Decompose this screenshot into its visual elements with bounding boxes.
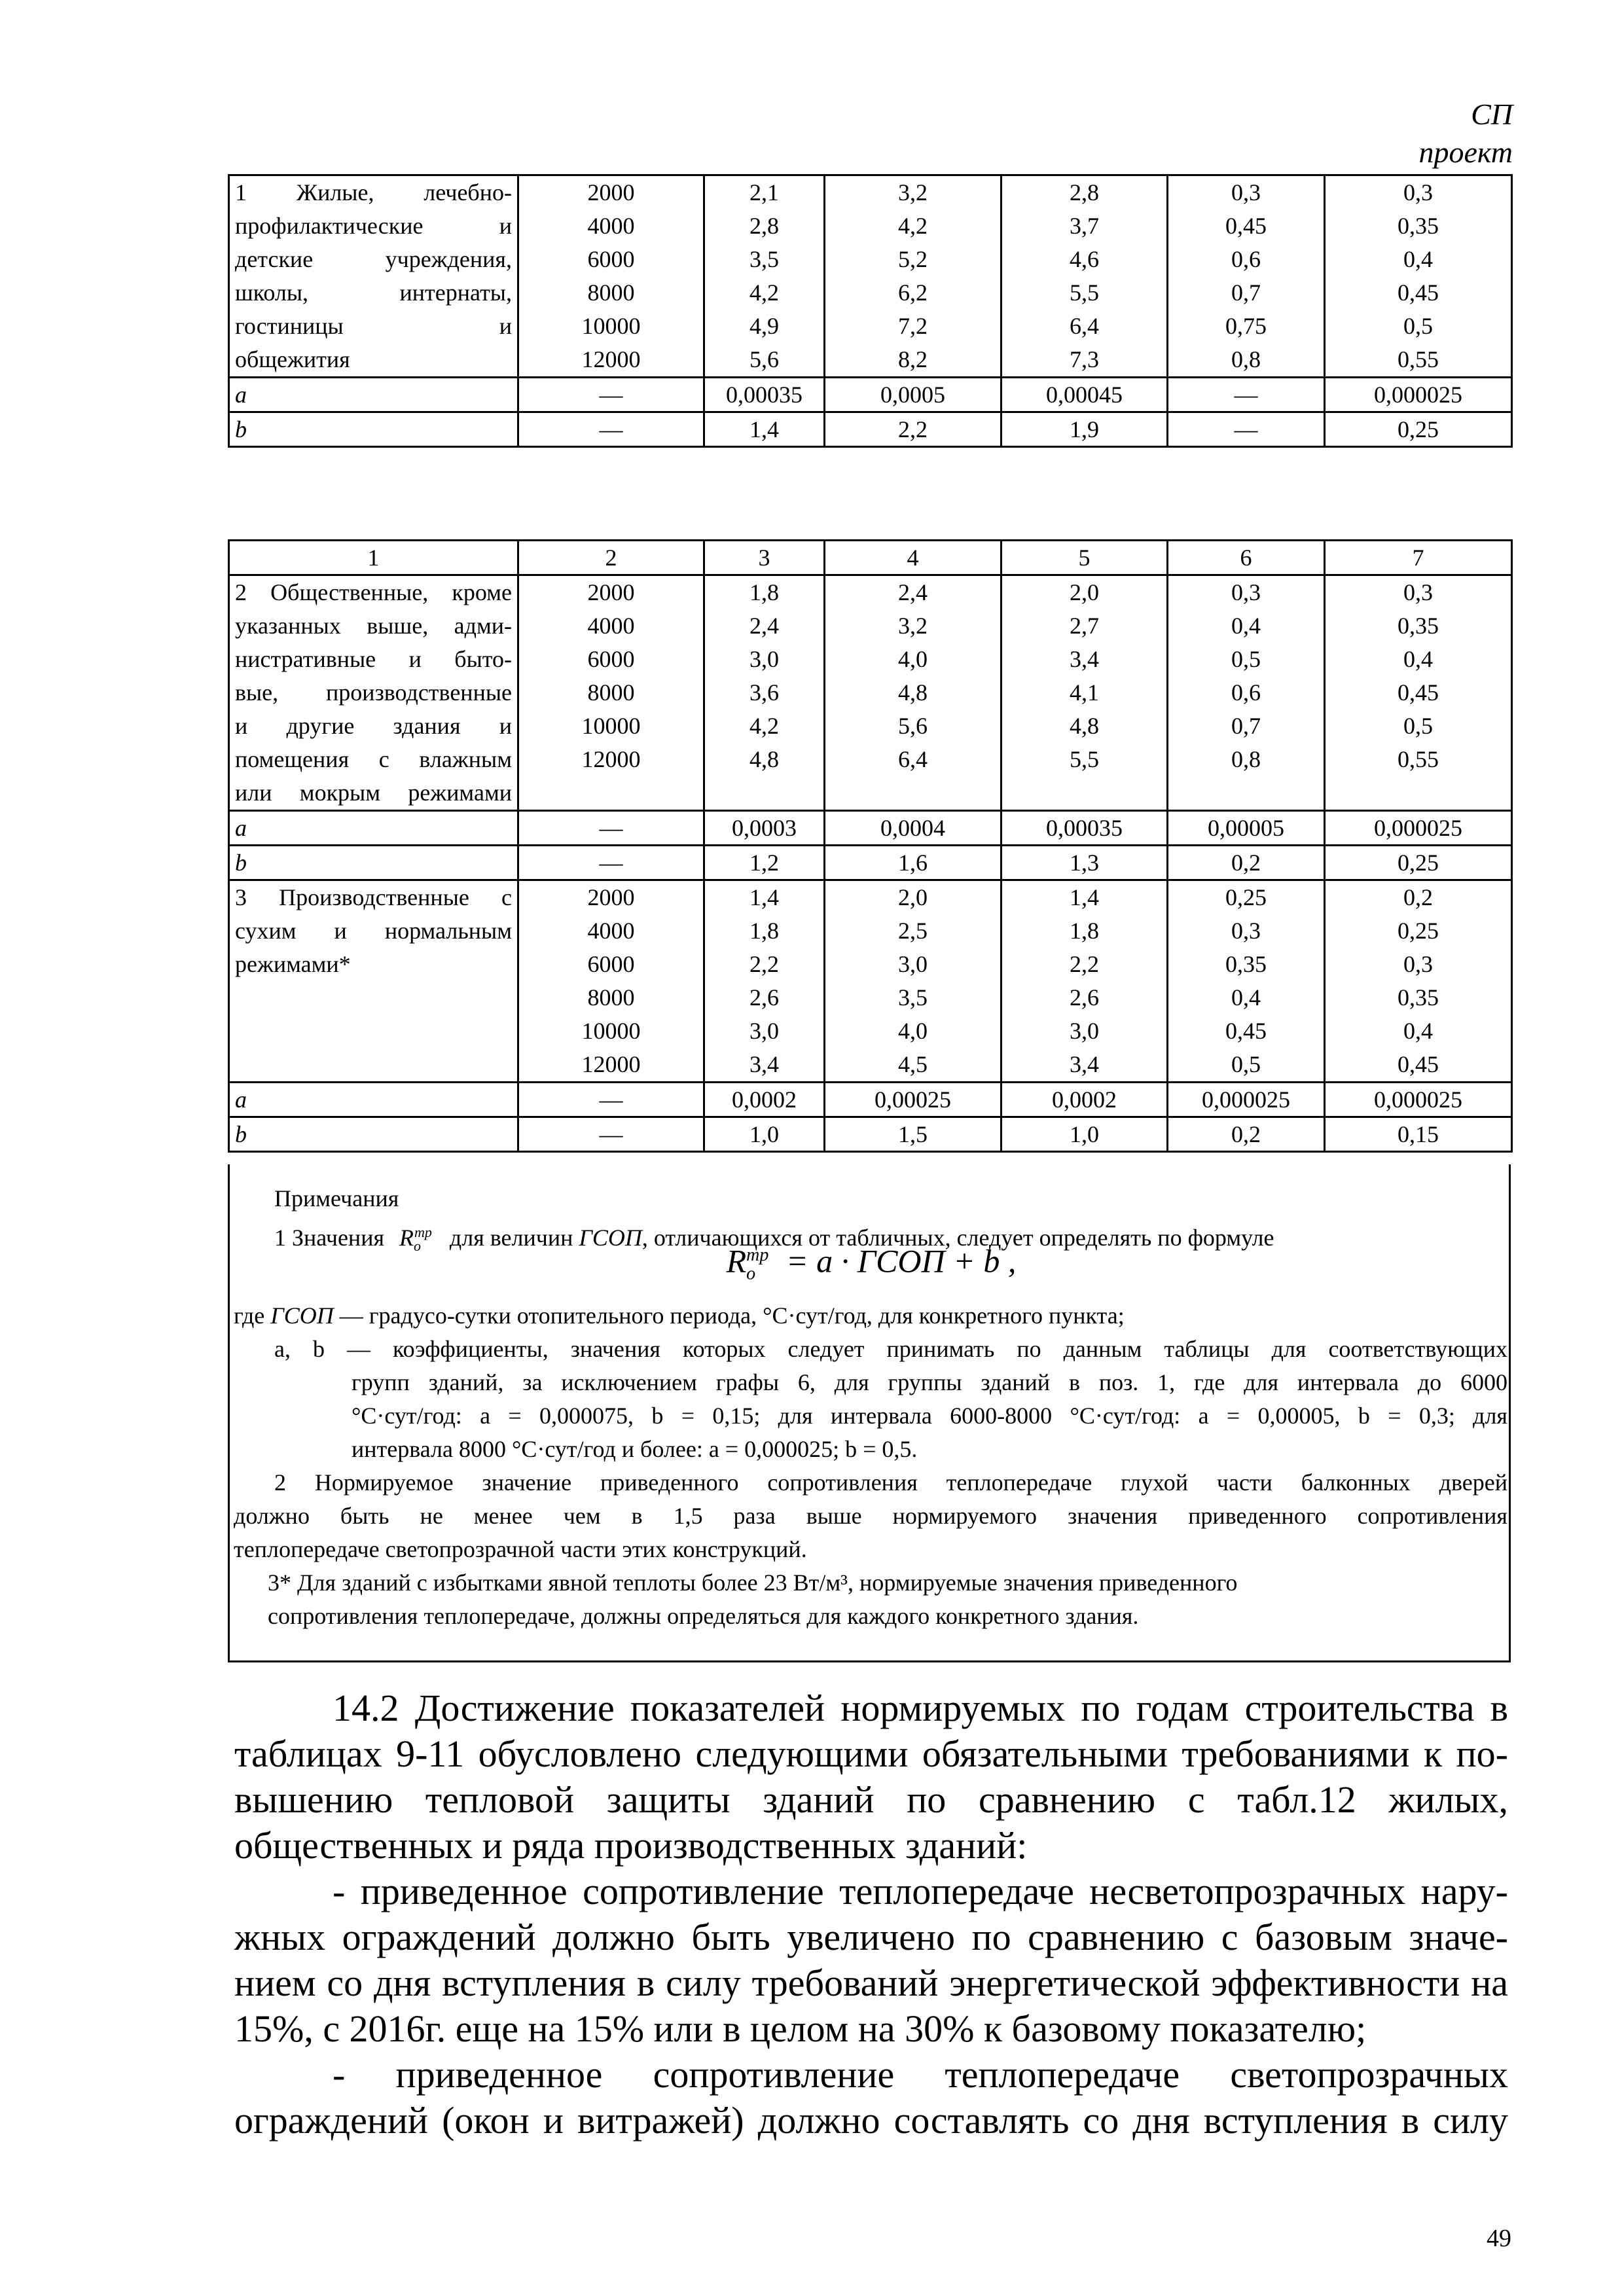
col-4: 3,2 4,2 5,2 6,2 7,2 8,2 <box>825 175 1001 378</box>
coef-a-row: a — 0,0002 0,00025 0,0002 0,000025 0,000025 <box>229 1083 1512 1117</box>
ab-line-4: интервала 8000 °С·сут/год и более: a = 0,000025; b = 0,5. <box>352 1436 918 1462</box>
header-status: проект <box>1418 135 1513 169</box>
table-row <box>229 175 1512 378</box>
coef-b-row: b — 1,2 1,6 1,3 0,2 0,25 <box>229 846 1512 880</box>
paragraph-translucent: - приведенное сопротивление теплопередаче светопрозрачных ограждений (окон и витражей) должно составлять со дня вступления в силу <box>234 2053 1508 2142</box>
group-3-name: 3 Производственные с сухим и нормальным режимами* <box>229 880 518 1083</box>
note-3-line-2: сопротивления теплопередаче, должны определяться для каждого конкретного здания. <box>268 1603 1139 1629</box>
column-numbers-row: 1 2 3 4 5 6 7 <box>229 541 1512 575</box>
coef-a-row: a — 0,0003 0,0004 0,00035 0,00005 0,000025 <box>229 811 1512 846</box>
ab-line-1: a, b — коэффициенты, значения которых следует принимать по данным таблицы для соответствующих <box>274 1336 1507 1362</box>
col-5: 2,8 3,7 4,6 5,5 6,4 7,3 <box>1001 175 1168 378</box>
group-1-name: 1 Жилые, лечебно- профилактические и детские учреждения, школы, интернаты, гостиницы и общежития <box>229 175 518 378</box>
col-6: 0,3 0,45 0,6 0,7 0,75 0,8 <box>1168 175 1325 378</box>
table-main <box>228 539 1513 1153</box>
note-2-line-1: 2 Нормируемое значение приведенного сопротивления теплопередаче глухой части балконных дверей <box>274 1469 1507 1496</box>
formula: $R_o^{тр} = a$ · ГСОП + b , <box>726 1242 1017 1284</box>
notes-title: Примечания <box>274 1185 399 1211</box>
note-2-line-3: теплопередаче светопрозрачной части этих конструкций. <box>234 1536 807 1562</box>
ab-line-3: °С·сут/год: a = 0,000075, b = 0,15; для интервала 6000-8000 °С·сут/год: a = 0,00005, b = 0,3; для <box>352 1403 1507 1429</box>
note-1: 1 Значения $R_o^{тр}$ для величин ГСОП, отличающихся от табличных, следует определять по формуле <box>274 1224 1274 1255</box>
note-3-line-1: 3* Для зданий с избытками явной теплоты более 23 Вт/м³, нормируемые значения приведенного <box>268 1570 1238 1596</box>
col-7: 0,3 0,35 0,4 0,45 0,5 0,55 <box>1325 175 1512 378</box>
table-continuation <box>228 174 1513 448</box>
where-line: где ГСОП — градусо-сутки отопительного периода, °С·сут/год, для конкретного пункта; <box>234 1302 1125 1329</box>
note-2-line-2: должно быть не менее чем в 1,5 раза выше нормируемого значения приведенного сопротивления <box>234 1503 1507 1529</box>
notes-box <box>228 1164 1511 1662</box>
page-number: 49 <box>1487 2225 1511 2252</box>
gsop-col: 2000 4000 6000 8000 10000 12000 <box>518 175 704 378</box>
coef-a-row: a — 0,00035 0,0005 0,00045 — 0,000025 <box>229 378 1512 412</box>
header-code: СП <box>1471 98 1513 131</box>
table-row: 3 Производственные с сухим и нормальным режимами* 2000 4000 6000 8000 10000 12000 1,4 1,8 2,2 2,6 3,0 3,4 2,0 2,5 3,0 3,5 4,0 4,5 1,4 1,8 2,2 2,6 3,0 3,4 0,25 0,3 0,35 0,4 0,45 0,5 0,2 0,25 0,3 0,35 0,4 0,45 <box>229 880 1512 1083</box>
coef-b-row: b — 1,0 1,5 1,0 0,2 0,15 <box>229 1117 1512 1152</box>
ab-line-2: групп зданий, за исключением графы 6, для группы зданий в поз. 1, где для интервала до 6000 <box>352 1369 1507 1395</box>
table-row: 2 Общественные, кроме указанных выше, адми- нистративные и быто- вые, производственные и другие здания и помещения с влажным или мокрым режимами 2000 4000 6000 8000 10000 12000 1,8 2,4 3,0 3,6 4,2 4,8 2,4 3,2 4,0 4,8 5,6 6,4 2,0 2,7 3,4 4,1 4,8 5,5 0,3 0,4 0,5 0,6 0,7 0,8 0,3 0,35 0,4 0,45 0,5 0,55 <box>229 575 1512 811</box>
paragraph-14-2: 14.2 Достижение показателей нормируемых по годам строительства в таблицах 9-11 обусловлено следующими обязательными требованиями к по- вышению тепловой защиты зданий по сравнению с табл.12 жилых, общественных и ряда производственных зданий: <box>234 1687 1508 1867</box>
group-2-name: 2 Общественные, кроме указанных выше, адми- нистративные и быто- вые, производственные и другие здания и помещения с влажным или мокрым режимами <box>229 575 518 811</box>
paragraph-opaque: - приведенное сопротивление теплопередаче несветопрозрачных нару- жных ограждений должно быть увеличено по сравнению с базовым значе- нием со дня вступления в силу требований энергетической эффективности на 15%, с 2016г. еще на 15% или в целом на 30% к базовому показателю; <box>234 1870 1508 2050</box>
col-3: 2,1 2,8 3,5 4,2 4,9 5,6 <box>704 175 825 378</box>
coef-b-row: b — 1,4 2,2 1,9 — 0,25 <box>229 412 1512 447</box>
